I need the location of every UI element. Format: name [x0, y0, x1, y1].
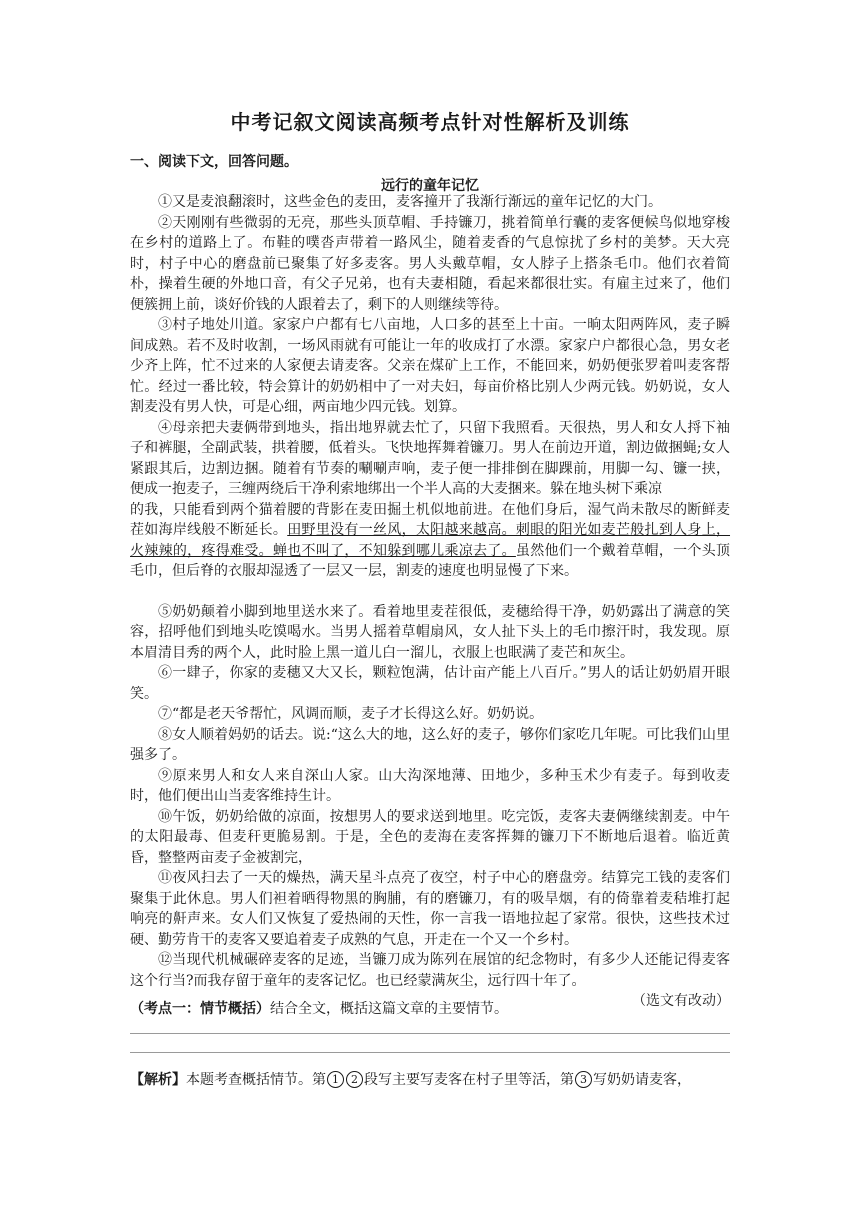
paragraph-4: ④母亲把夫妻俩带到地头，指出地界就去忙了，只留下我照看。天很热，男人和女人捋下袖子和裤腿，全副武装，拱着腰，低着头。飞快地挥舞着镰刀。男人在前边开道，割边做捆蝇;女人紧跟其后，边割边捆。随着有节奏的唰唰声响，麦子便一排排倒在脚踝前，用脚一勾、镰一挟，便成一抱麦子，三缠两绕后干净利索地绑出一个半人高的大麦捆来。躲在地头树下乘凉: [130, 419, 730, 497]
question: [130, 998, 730, 1018]
paragraph-4-text: 的我，只能看到两个猫着腰的背影在麦田掘土机似地前进。在他们身后，湿气尚未散尽的断鲜麦茬如海岸线般不断延长。: [130, 501, 730, 538]
question-text: 结合全文，概括这篇文章的主要情节。: [270, 1001, 508, 1017]
paragraph-10: ⑩午饭，奶奶给做的凉面，按想男人的要求送到地里。吃完饭，麦客夫妻俩继续割麦。中午的太阳最毒、但麦秆更脆易割。于是，全色的麦海在麦客挥舞的镰刀下不断地后退着。临近黄昏，整整两亩麦子金被割完，: [130, 808, 730, 866]
paragraph-3: ③村子地处川道。家家户户都有七八亩地，人口多的甚至上十亩。一晌太阳两阵风，麦子瞬间成熟。若不及时收割，一场风雨就有可能让一年的收成打了水漂。家家户户都很心急，男女老少齐上阵，忙不过来的人家便去请麦客。父亲在煤矿上工作，不能回来，奶奶便张罗着叫麦客帮忙。经过一番比较，特会算计的奶奶相中了一对夫妇，每亩价格比别人少两元钱。奶奶说，女人割麦没有男人快，可是心细，两亩地少四元钱。划算。: [130, 317, 730, 415]
paragraph-1: ①又是麦浪翻滚时，这些金色的麦田，麦客撞开了我渐行渐远的童年记忆的大门。: [158, 194, 662, 210]
paragraph-7: ⑦“都是老天爷帮忙，风调而顺，麦子才长得这么好。奶奶说。: [158, 706, 544, 722]
document-title: 中考记叙文阅读高频考点针对性解析及训练: [230, 110, 630, 134]
circled-number: 2: [346, 1071, 363, 1088]
paragraph-6: ⑥一肆子，你家的麦穗又大又长，颗粒饱满，估计亩产能上八百斤。”男人的话让奶奶眉开眼笑。: [130, 665, 730, 702]
article-title: 远行的童年记忆: [381, 178, 479, 194]
paragraph-12: ⑫当现代机械碾碎麦客的足迹，当镰刀成为陈列在展馆的纪念物时，有多少人还能记得麦客这个行当?而我存留于童年的麦客记忆。也已经蒙满灰尘，远行四十年了。: [130, 952, 730, 989]
underlined-sentence: 田野里没有一丝风，太阳越来越高。刺眼的阳光如麦芒般扎到人身上，火辣辣的，疼得难受。蝉也不叫了，不知躲到哪儿乘凉去了。: [130, 522, 731, 559]
paragraph-4-continued: [130, 500, 730, 582]
section-heading: 一、阅读下文，回答问题。: [130, 154, 298, 170]
analysis-part: 本题考查概括情节。第: [186, 1072, 326, 1088]
answer-line[interactable]: [130, 1033, 730, 1034]
analysis-tag: 【解析】: [130, 1072, 186, 1088]
analysis-part: 写奶奶请麦客，: [593, 1072, 691, 1088]
paragraph-5: ⑤奶奶颠着小脚到地里送水来了。看着地里麦茬很低，麦穗给得干净，奶奶露出了满意的笑容，招呼他们到地头吃馍喝水。当男人摇着草帽扇风，女人扯下头上的毛巾擦汗时，我发现。原本眉清目秀的两个人，此时脸上黑一道儿白一溜儿，衣服上也眠满了麦芒和灰尘。: [130, 603, 730, 661]
article-body: [130, 192, 730, 1012]
source-note: （选文有改动）: [632, 993, 730, 1009]
paragraph-2: ②天刚刚有些微弱的无亮，那些头顶草帽、手持镰刀，挑着简单行囊的麦客便候鸟似地穿梭在乡村的道路上了。布鞋的噗沓声带着一路风尘，随着麦香的气息惊扰了乡村的美梦。天大亮时，村子中心的磨盘前已聚集了好多麦客。男人头戴草帽，女人脖子上搭条毛巾。他们衣着简朴，操着生硬的外地口音，有父子兄弟，也有夫妻相随，看起来都很壮实。有雇主过来了，他们便簇拥上前，谈好价钱的人跟着去了，剩下的人则继续等待。: [130, 214, 730, 313]
analysis-part: 段写主要写麦客在村子里等活，第: [364, 1072, 574, 1088]
paragraph-8: ⑧女人顺着妈奶的话去。说:“这么大的地，这么好的麦子，够你们家吃几年呢。可比我们山里强多了。: [130, 726, 730, 763]
answer-line[interactable]: [130, 1052, 730, 1053]
circled-number: 3: [575, 1071, 592, 1088]
paragraph-9: ⑨原来男人和女人来自深山人家。山大沟深地薄、田地少，多种玉术少有麦子。每到收麦时，他们便出山当麦客维持生计。: [130, 767, 730, 804]
analysis-text: [130, 1070, 730, 1090]
paragraph-4-tail: 虽然他们一个戴着草帽，一个头顶毛巾，但后脊的衣服却湿透了一层又一层，割麦的速度也明显慢了下来。: [130, 542, 731, 579]
paragraph-11: ⑪夜风扫去了一天的燥热，满天星斗点亮了夜空，村子中心的磨盘旁。结算完工钱的麦客们聚集于此休息。男人们袒着晒得物黑的胸脯，有的磨镰刀，有的吸旱烟，有的倚靠着麦秸堆打起响亮的鼾声来。女人们又恢复了爱热闹的天性，你一言我一语地拉起了家常。很快，这些技术过硬、勤劳肯干的麦客又要追着麦子成熟的气息，开走在一个又一个乡村。: [130, 870, 730, 948]
circled-number: 1: [327, 1071, 344, 1088]
question-tag: （考点一：情节概括）: [130, 1001, 270, 1017]
